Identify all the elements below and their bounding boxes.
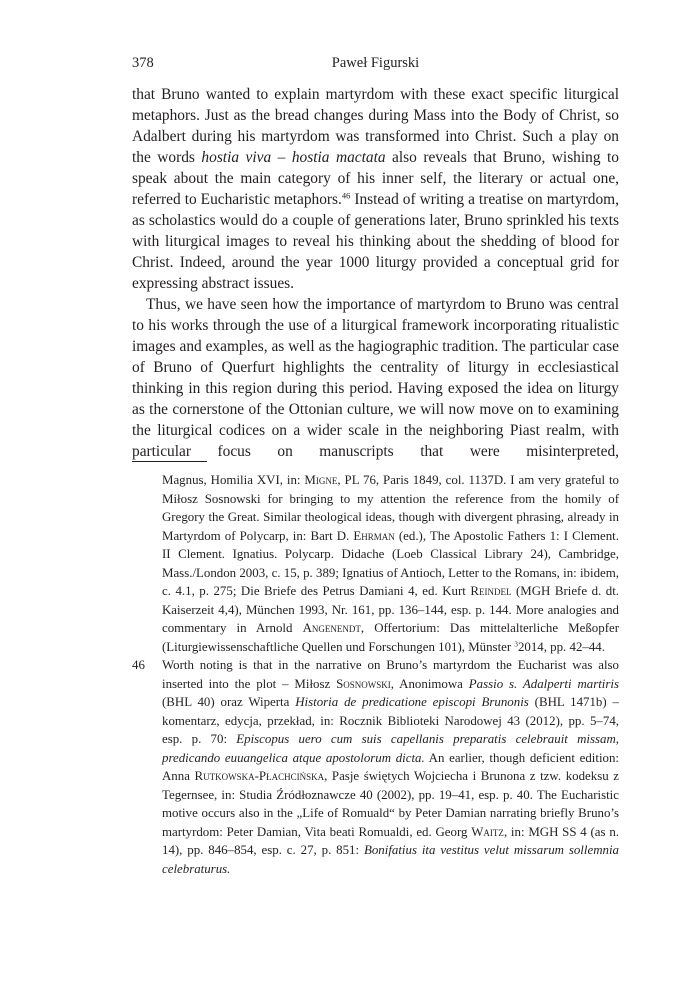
body-text (132, 84, 619, 462)
footnotes (132, 471, 619, 878)
italic-phrase: hostia viva – hostia mactata (201, 149, 386, 166)
paragraph: that Bruno wanted to explain martyrdom with these exact specific liturgical metaphors. Just as the bread changes during Mass into the Body of Christ, so Adalbert during his martyrdom was transformed into Christ. Such a play on the words hostia viva – hostia mactata also reveals that Bruno, wishing to speak about the main category of his inner self, the literary or actual one, referred to Eucharistic metaphors.$^{46}$ Instead of writing a treatise on martyrdom, as scholastics would do a couple of generations later, Bruno sprinkled his texts with liturgical images to reveal his thinking about the shedding of blood for Christ. Indeed, around the year 1000 liturgy provided a conceptual grid for expressing abstract issues. (132, 86, 620, 292)
footnote-continued: Magnus, Homilia XVI, in: Migne, PL 76, Paris 1849, col. 1137D. I am very grateful to Miłosz Sosnowski for bringing to my attention the reference from the homily of Gregory the Great. Similar theological ideas, though with divergent phrasing, already in Martyrdom of Polycarp, in: Bart D. Ehrman (ed.), The Apostolic Fathers 1: I Clement. II Clement. Ignatius. Polycarp. Didache (Loeb Classical Library 24), Cambridge, Mass./London 2003, c. 15, p. 389; Ignatius of Antioch, Letter to the Romans, in: ibidem, c. 4.1, p. 275; Die Briefe des Petrus Damiani 4, ed. Kurt Reindel (MGH Briefe d. dt. Kaiserzeit 4,4), München 1993, Nr. 161, pp. 136–144, esp. p. 144. More analogies and commentary in Arnold Angenendt, Offertorium: Das mittelalterliche Meßopfer (Liturgiewissenschaftliche Quellen und Forschungen 101), Münster $^3$2014, pp. 42–44. (162, 473, 620, 654)
footnote-number: 46 (132, 658, 145, 672)
footnote-ref[interactable]: 46 (341, 190, 351, 201)
page-number: 378 (132, 55, 154, 71)
page-header (132, 55, 619, 77)
footnote-separator (132, 461, 207, 462)
running-head: Paweł Figurski (331, 55, 420, 71)
paragraph: Thus, we have seen how the importance of martyrdom to Bruno was central to his works through the use of a liturgical framework incorporating ritualistic images and examples, as well as the hagiographic tradition. The particular case of Bruno of Querfurt highlights the centrality of liturgy in ecclesiastical thinking in this region during this period. Having exposed the idea on liturgy as the cornerstone of the Ottonian culture, we will now move on to examining the liturgical codices on a wider scale in the neighboring Piast realm, with particular focus on manuscripts that were misinterpreted, (132, 296, 619, 460)
footnote-46: 46 Worth noting is that in the narrative on Bruno’s martyrdom the Eucharist was also inserted into the plot – Miłosz Sosnowski, Anonimowa Passio s. Adalperti martiris (BHL 40) oraz Wiperta Historia de predicatione episcopi Brunonis (BHL 1471b) – komentarz, edycja, przekład, in: Rocznik Biblioteki Narodowej 43 (2012), pp. 5–74, esp. p. 70: Episcopus uero cum suis capellanis preparatis celebrauit missam, predicando euuangelica atque apostolorum dicta. An earlier, though deficient edition: Anna Rutkowska-Płachcińska, Pasje świętych Wojciecha i Brunona z tzw. kodeksu z Tegernsee, in: Studia Źródłoznawcze 40 (2002), pp. 19–41, esp. p. 40. The Eucharistic motive occurs also in the „Life of Romuald“ by Peter Damian narrating briefly Bruno’s martyrdom: Peter Damian, Vita beati Romualdi, ed. Georg Waitz, in: MGH SS 4 (as n. 14), pp. 846–854, esp. c. 27, p. 851: Bonifatius ita vestitus velut missarum sollemnia celebraturus. (132, 658, 620, 876)
